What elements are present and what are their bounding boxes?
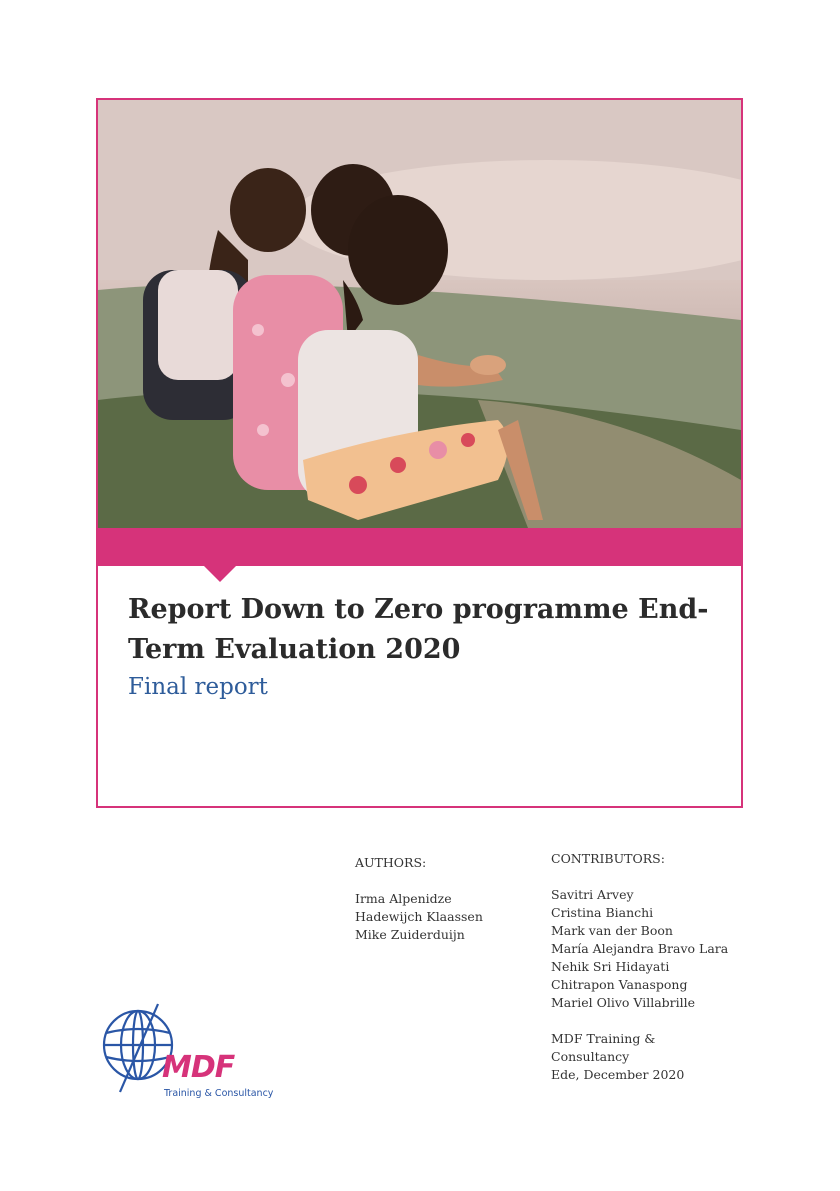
contributors-block bbox=[551, 850, 728, 1084]
band-pointer bbox=[204, 566, 236, 582]
organization-line: Consultancy bbox=[551, 1049, 630, 1064]
place-date: Ede, December 2020 bbox=[551, 1067, 685, 1082]
contributor-name: Nehik Sri Hidayati bbox=[551, 959, 670, 974]
contributor-name: Mark van der Boon bbox=[551, 923, 673, 938]
logo-wordmark: MDF bbox=[162, 1050, 235, 1085]
cover-photo bbox=[98, 100, 741, 528]
contributor-name: Cristina Bianchi bbox=[551, 905, 654, 920]
author-name: Irma Alpenidze bbox=[355, 891, 452, 906]
organization-line: MDF Training & bbox=[551, 1031, 656, 1046]
authors-block bbox=[355, 854, 483, 944]
authors-heading: AUTHORS: bbox=[355, 855, 427, 870]
contributor-name: María Alejandra Bravo Lara bbox=[551, 941, 729, 956]
author-name: Mike Zuiderduijn bbox=[355, 927, 465, 942]
contributors-heading: CONTRIBUTORS: bbox=[551, 851, 665, 866]
contributor-name: Savitri Arvey bbox=[551, 887, 634, 902]
children-photo-illustration bbox=[98, 100, 741, 528]
report-title: Report Down to Zero programme End-Term Evaluation 2020 bbox=[128, 594, 709, 665]
author-name: Hadewijch Klaassen bbox=[355, 909, 483, 924]
report-subtitle: Final report bbox=[128, 674, 268, 700]
cover-frame bbox=[96, 98, 743, 808]
contributor-name: Chitrapon Vanaspong bbox=[551, 977, 688, 992]
contributor-name: Mariel Olivo Villabrille bbox=[551, 995, 696, 1010]
logo-tagline: Training & Consultancy bbox=[164, 1088, 274, 1099]
pink-accent-band bbox=[98, 528, 741, 566]
mdf-logo bbox=[100, 1000, 300, 1110]
